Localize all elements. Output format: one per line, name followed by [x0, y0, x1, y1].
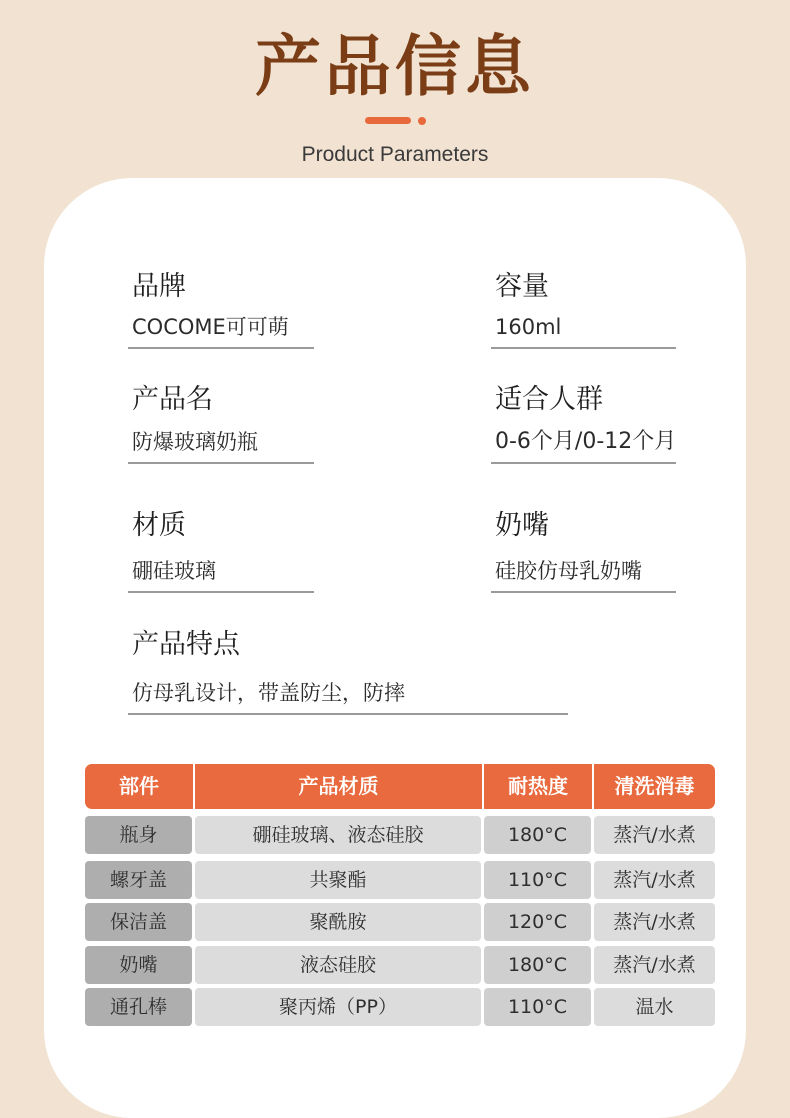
table-cell-heat: 180°C — [484, 816, 591, 854]
decoration-dot — [418, 117, 426, 125]
table-cell-part: 螺牙盖 — [85, 861, 192, 899]
table-cell-material: 硼硅玻璃、液态硅胶 — [195, 816, 481, 854]
field-label: 奶嘴 — [495, 510, 549, 541]
table-cell-cleaning: 蒸汽/水煮 — [594, 861, 715, 899]
table-cell-part: 保洁盖 — [85, 903, 192, 941]
field-label: 材质 — [132, 510, 186, 541]
field-underline — [491, 591, 676, 593]
decoration-bar — [365, 117, 411, 124]
field-value: 仿母乳设计，带盖防尘，防摔 — [132, 681, 405, 705]
field-underline — [128, 591, 314, 593]
table-cell-heat: 180°C — [484, 946, 591, 984]
table-header-cell: 耐热度 — [508, 774, 568, 798]
table-cell-part: 瓶身 — [85, 816, 192, 854]
table-cell-heat: 110°C — [484, 988, 591, 1026]
table-cell-heat: 120°C — [484, 903, 591, 941]
field-value: 防爆玻璃奶瓶 — [132, 430, 258, 454]
field-underline — [491, 347, 676, 349]
table-header-cell: 产品材质 — [298, 774, 379, 798]
table-cell-heat: 110°C — [484, 861, 591, 899]
field-underline — [128, 462, 314, 464]
table-cell-material: 聚丙烯（PP） — [195, 988, 481, 1026]
field-label: 产品特点 — [132, 629, 240, 660]
field-underline — [128, 347, 314, 349]
field-label: 适合人群 — [495, 384, 603, 415]
field-label: 容量 — [495, 271, 549, 302]
page-title: 产品信息 — [255, 28, 535, 105]
table-cell-material: 液态硅胶 — [195, 946, 481, 984]
table-cell-cleaning: 温水 — [594, 988, 715, 1026]
table-row — [85, 946, 715, 984]
field-underline — [491, 462, 676, 464]
field-value: 硅胶仿母乳奶嘴 — [495, 559, 642, 583]
table-cell-material: 聚酰胺 — [195, 903, 481, 941]
table-row — [85, 988, 715, 1026]
table-cell-cleaning: 蒸汽/水煮 — [594, 903, 715, 941]
field-label: 产品名 — [132, 384, 213, 415]
field-underline — [128, 713, 568, 715]
field-value: 160ml — [495, 315, 562, 339]
table-row — [85, 903, 715, 941]
table-cell-material: 共聚酯 — [195, 861, 481, 899]
field-value: 0-6个月/0-12个月 — [495, 429, 677, 454]
field-label: 品牌 — [132, 271, 186, 302]
page-subtitle: Product Parameters — [301, 143, 489, 166]
table-row — [85, 861, 715, 899]
table-header-cell: 部件 — [119, 774, 159, 798]
table-cell-cleaning: 蒸汽/水煮 — [594, 946, 715, 984]
table-cell-cleaning: 蒸汽/水煮 — [594, 816, 715, 854]
field-value: 硼硅玻璃 — [132, 559, 216, 583]
table-cell-part: 奶嘴 — [85, 946, 192, 984]
field-value: COCOME可可萌 — [132, 315, 289, 339]
table-row — [85, 816, 715, 854]
table-cell-part: 通孔棒 — [85, 988, 192, 1026]
table-header — [85, 764, 715, 809]
table-header-cell: 清洗消毒 — [614, 774, 695, 798]
